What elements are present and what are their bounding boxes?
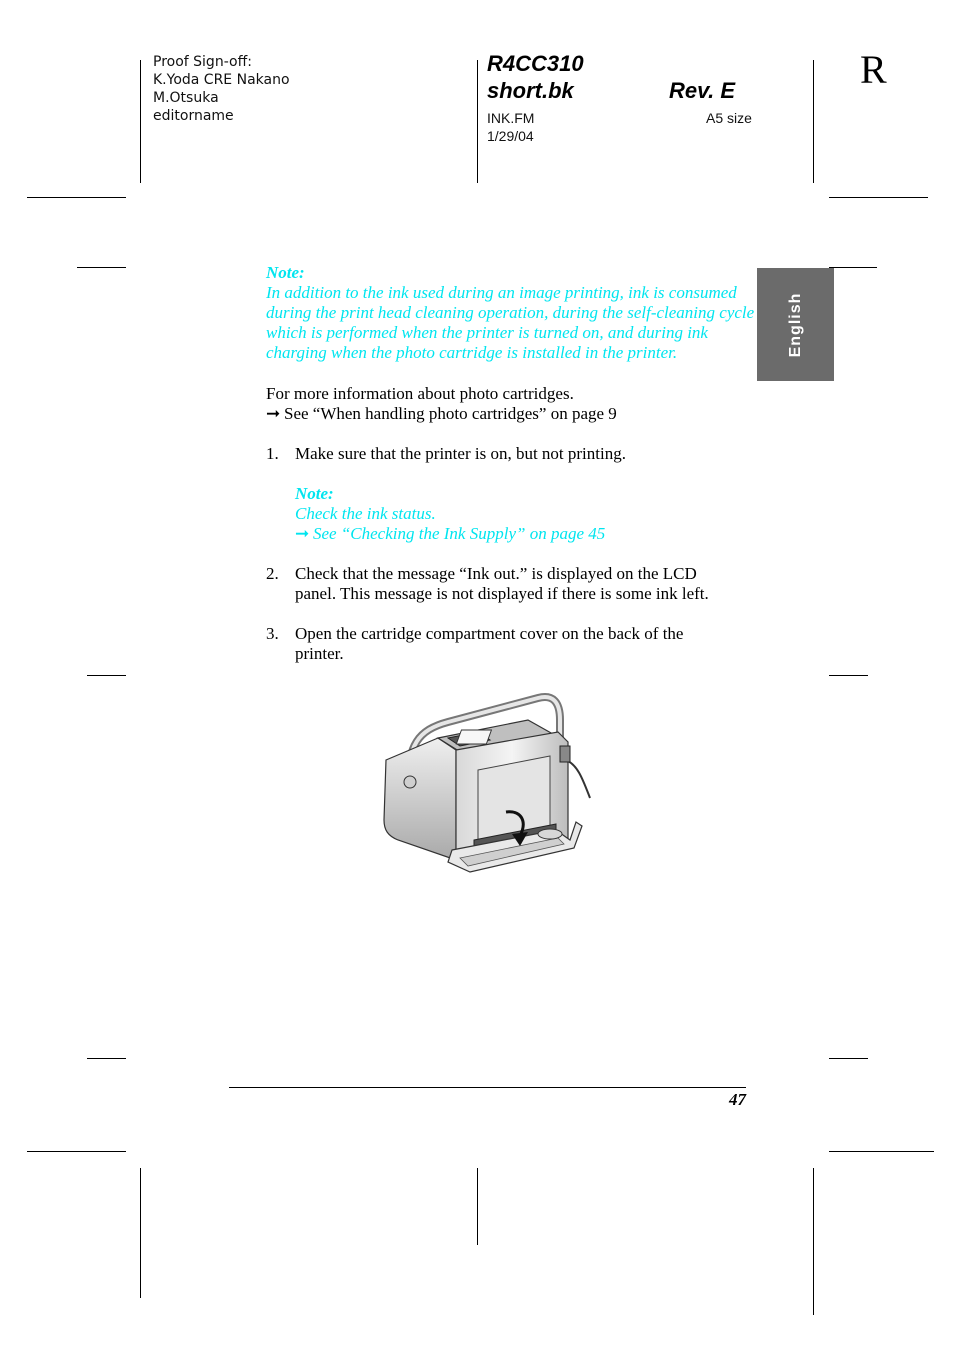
- crop-mark: [87, 1058, 126, 1059]
- step-number: 2.: [266, 564, 279, 583]
- crop-mark: [477, 1168, 478, 1245]
- book-name: short.bk: [487, 78, 574, 103]
- crop-mark: [813, 60, 814, 183]
- crop-mark: [140, 60, 141, 183]
- step-text: panel. This message is not displayed if there is some ink left.: [295, 584, 709, 603]
- step-item: [266, 444, 746, 464]
- crop-mark: [829, 675, 868, 676]
- proof-line: editorname: [153, 108, 234, 124]
- step-text: Open the cartridge compartment cover on the back of the: [295, 624, 684, 643]
- crop-mark: [829, 1058, 868, 1059]
- note-line: charging when the photo cartridge is installed in the printer.: [266, 343, 678, 362]
- corner-letter: R: [860, 47, 887, 92]
- note-block: [295, 484, 605, 544]
- cross-reference-text: See “When handling photo cartridges” on page 9: [284, 404, 617, 423]
- file-date: 1/29/04: [487, 128, 534, 144]
- info-line: For more information about photo cartridges.: [266, 384, 574, 403]
- crop-mark: [477, 60, 478, 183]
- proof-line: Proof Sign-off:: [153, 54, 252, 70]
- footer-rule: [229, 1087, 746, 1088]
- language-tab: [757, 268, 834, 381]
- note-line: Check the ink status.: [295, 504, 436, 523]
- crop-mark: [27, 197, 126, 198]
- crop-mark: [140, 1168, 141, 1298]
- page-number: 47: [729, 1090, 746, 1109]
- crop-mark: [829, 267, 877, 268]
- crop-mark: [829, 197, 928, 198]
- step-item: [266, 624, 746, 664]
- cross-reference[interactable]: [295, 524, 605, 544]
- printer-illustration: [378, 690, 594, 875]
- step-text: Check that the message “Ink out.” is displayed on the LCD: [295, 564, 697, 583]
- doc-code: R4CC310: [487, 51, 584, 76]
- arrow-right-icon: ➞: [266, 404, 281, 423]
- crop-mark: [829, 1151, 934, 1152]
- info-paragraph: [266, 384, 617, 424]
- step-number: 3.: [266, 624, 279, 643]
- crop-mark: [77, 267, 126, 268]
- proof-line: M.Otsuka: [153, 90, 219, 106]
- note-block: [266, 263, 754, 363]
- note-heading: Note:: [266, 263, 305, 282]
- language-tab-label: English: [786, 292, 804, 357]
- step-text: Make sure that the printer is on, but not printing.: [295, 444, 626, 463]
- crop-mark: [813, 1168, 814, 1315]
- file-name: INK.FM: [487, 110, 535, 126]
- proof-line: K.Yoda CRE Nakano: [153, 72, 290, 88]
- step-number: 1.: [266, 444, 279, 463]
- note-line: In addition to the ink used during an image printing, ink is consumed: [266, 283, 737, 302]
- step-item: [266, 564, 750, 604]
- revision: Rev. E: [669, 78, 736, 103]
- arrow-right-icon: ➞: [295, 524, 310, 543]
- cross-reference[interactable]: [266, 404, 617, 424]
- step-text: printer.: [295, 644, 344, 663]
- note-line: during the print head cleaning operation, during the self-cleaning cycle: [266, 303, 755, 322]
- cross-reference-text: See “Checking the Ink Supply” on page 45: [313, 524, 606, 543]
- note-heading: Note:: [295, 484, 334, 503]
- note-line: which is performed when the printer is turned on, and during ink: [266, 323, 708, 342]
- crop-mark: [87, 675, 126, 676]
- proof-signoff: [153, 53, 290, 125]
- paper-size: A5 size: [706, 110, 752, 126]
- crop-mark: [27, 1151, 126, 1152]
